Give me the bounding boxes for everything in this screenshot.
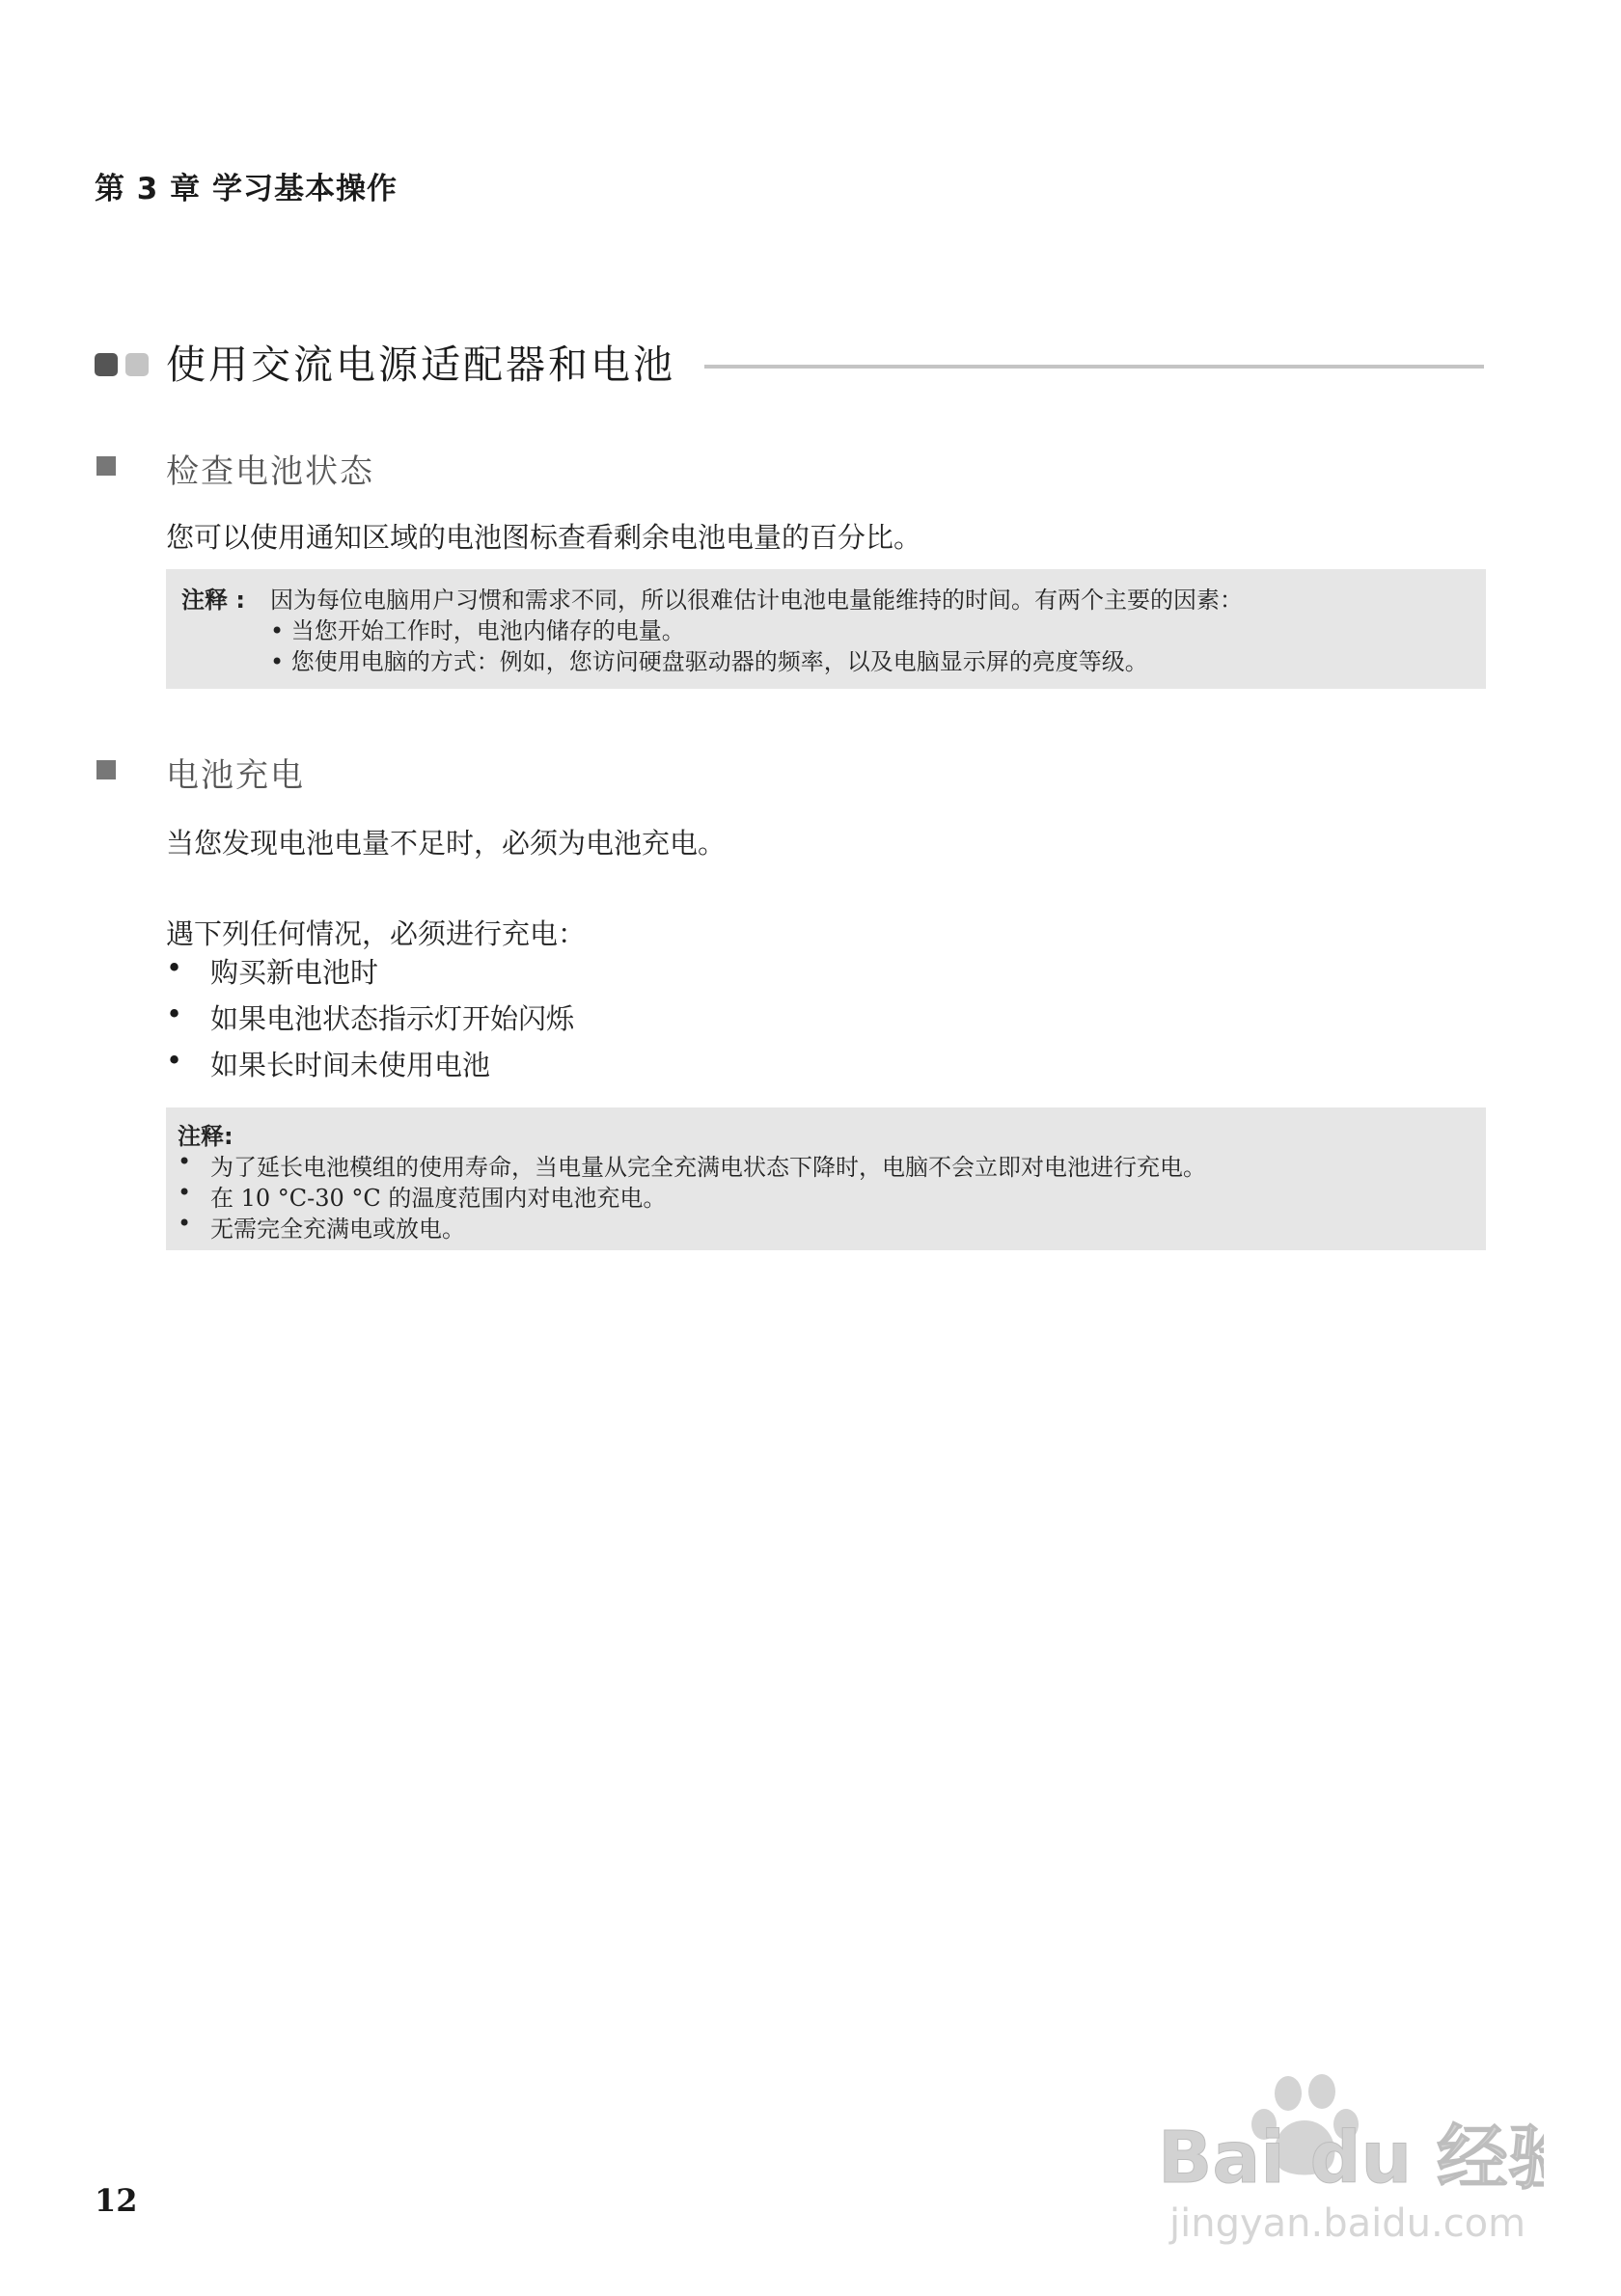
subhead-square-icon: [96, 760, 116, 779]
page-number: 12: [95, 2182, 138, 2219]
note-item: 为了延长电池模组的使用寿命，当电量从完全充满电状态下降时，电脑不会立即对电池进行充电。: [210, 1154, 1206, 1181]
note-label: 注释 :: [181, 587, 245, 614]
chapter-header: 第 3 章 学习基本操作: [95, 172, 398, 206]
bullet-dot-icon: •: [178, 1210, 192, 1237]
section-title: 使用交流电源适配器和电池: [166, 342, 675, 388]
note-item: 无需完全充满电或放电。: [210, 1216, 465, 1243]
note-box-charge-battery: [166, 1107, 1486, 1250]
note-intro: 因为每位电脑用户习惯和需求不同，所以很难估计电池电量能维持的时间。有两个主要的因素：: [270, 587, 1243, 614]
baidu-watermark: [1158, 2064, 1544, 2257]
section-title-row: [95, 338, 1484, 392]
list-item: 购买新电池时: [210, 956, 379, 989]
note-item: • 当您开始工作时，电池内储存的电量。: [270, 617, 685, 644]
charge-list-intro: 遇下列任何情况，必须进行充电：: [166, 917, 587, 950]
baidu-paw-icon: [1158, 2064, 1544, 2257]
bullet-dot-icon: •: [166, 1044, 183, 1077]
watermark-brand: Bai du 经验: [1158, 2117, 1544, 2200]
note-box-check-battery: [166, 569, 1486, 689]
subhead-check-battery: 检查电池状态: [166, 452, 374, 491]
note-label: 注释:: [178, 1123, 234, 1150]
bullet-dot-icon: •: [166, 998, 183, 1030]
title-square-light-icon: [125, 353, 149, 376]
bullet-dot-icon: •: [178, 1179, 192, 1206]
bullet-dot-icon: •: [166, 951, 183, 984]
note-item: • 您使用电脑的方式：例如，您访问硬盘驱动器的频率，以及电脑显示屏的亮度等级。: [270, 648, 1148, 675]
list-item: 如果长时间未使用电池: [210, 1049, 491, 1081]
list-item: 如果电池状态指示灯开始闪烁: [210, 1002, 575, 1035]
watermark-url: jingyan.baidu.com: [1169, 2201, 1526, 2246]
note-item: 在 10 °C-30 °C 的温度范围内对电池充电。: [210, 1185, 667, 1212]
subhead-square-icon: [96, 456, 116, 476]
charge-battery-body: 当您发现电池电量不足时，必须为电池充电。: [166, 827, 727, 860]
check-battery-body: 您可以使用通知区域的电池图标查看剩余电池电量的百分比。: [166, 521, 922, 554]
title-square-dark-icon: [95, 353, 118, 376]
bullet-dot-icon: •: [178, 1148, 192, 1175]
subhead-charge-battery: 电池充电: [166, 756, 305, 795]
title-rule: [704, 365, 1484, 369]
